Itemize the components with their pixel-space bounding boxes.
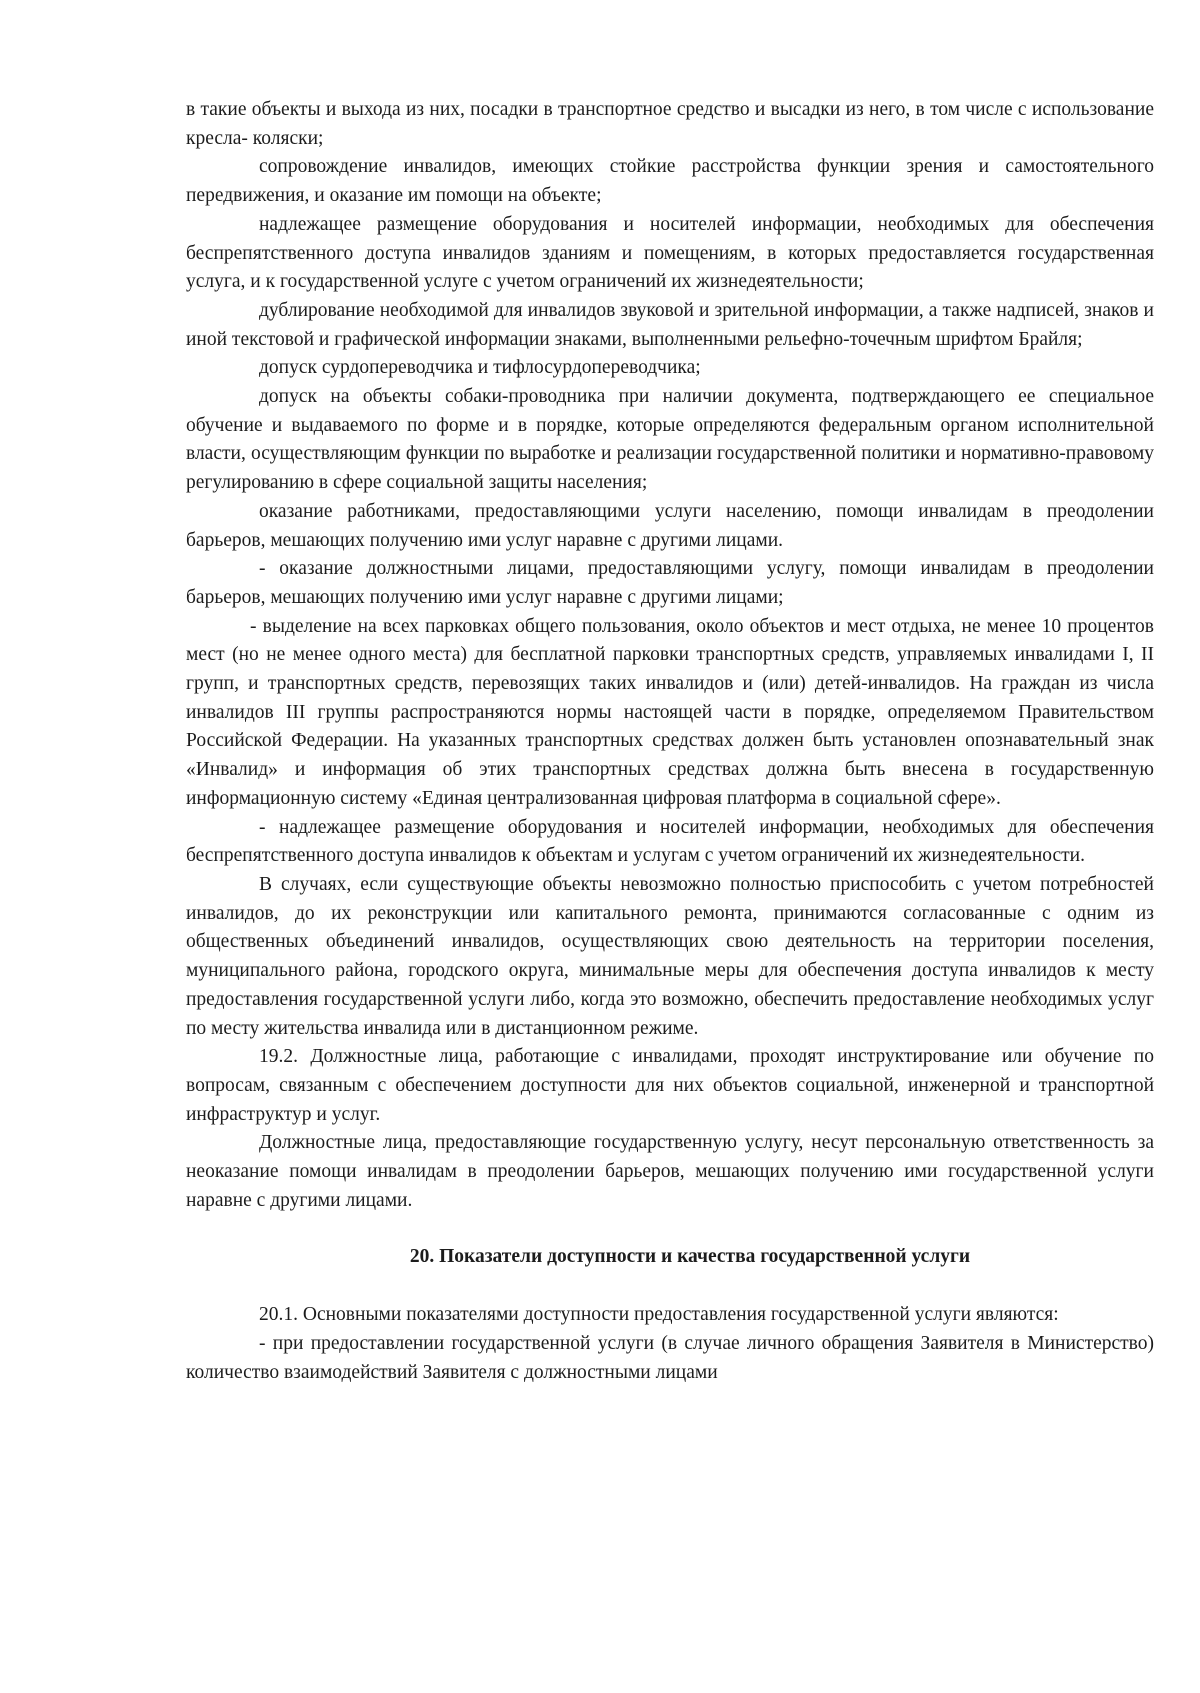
paragraph-equipment-access: - надлежащее размещение оборудования и носителей информации, необходимых для обеспечения беспрепятственного доступа инвалидов к объектам и услугам с учетом ограничений их жизнедеятельности. xyxy=(186,816,1154,867)
paragraph-escort: сопровождение инвалидов, имеющих стойкие расстройства функции зрения и самостоятельного передвижения, и оказание им помощи на объекте; xyxy=(186,156,1154,207)
paragraph-parking: - выделение на всех парковках общего пользования, около объектов и мест отдыха, не менее 10 процентов мест (но не менее одного места) для бесплатной парковки транспортных средств, управляемых инвалидами I, II групп, и транспортных средств, перевозящих таких инвалидов и (или) детей-инвалидов. На граждан из числа инвалидов III группы распространяются нормы настоящей части в порядке, определяемом Правительством Российской Федерации. На указанных транспортных средствах должен быть установлен опознавательный знак «Инвалид» и информация об этих транспортных средствах должна быть внесена в государственную информационную систему «Единая централизованная цифровая платформа в социальной сфере». xyxy=(186,615,1154,809)
paragraph-braille: дублирование необходимой для инвалидов звуковой и зрительной информации, а также надписей, знаков и иной текстовой и графической информации знаками, выполненными рельефно-точечным шрифтом Брайля; xyxy=(186,299,1154,350)
paragraph-20-1: 20.1. Основными показателями доступности предоставления государственной услуги являются: xyxy=(259,1304,1059,1326)
paragraph-guide-dog: допуск на объекты собаки-проводника при наличии документа, подтверждающего ее специальное обучение и выдаваемого по форме и в порядке, которые определяются федеральным органом исполнительной власти, осуществляющим функции по выработке и реализации государственной политики и нормативно-правовому регулированию в сфере социальной защиты населения; xyxy=(186,386,1154,494)
paragraph-19-2: 19.2. Должностные лица, работающие с инвалидами, проходят инструктирование или обучение по вопросам, связанным с обеспечением доступности для них объектов социальной, инженерной и транспортной инфраструктур и услуг. xyxy=(186,1046,1154,1125)
document-body xyxy=(186,96,1154,1387)
paragraph-sign-interpreter: допуск сурдопереводчика и тифлосурдопереводчика; xyxy=(259,357,701,379)
paragraph-interactions: - при предоставлении государственной услуги (в случае личного обращения Заявителя в Министерство) количество взаимодействий Заявителя с должностными лицами xyxy=(186,1332,1154,1383)
paragraph-officials-assistance: - оказание должностными лицами, предоставляющими услугу, помощи инвалидам в преодолении барьеров, мешающих получению ими услуг наравне с другими лицами; xyxy=(186,558,1154,608)
paragraph-staff-assistance: оказание работниками, предоставляющими услуги населению, помощи инвалидам в преодолении барьеров, мешающих получению ими услуг наравне с другими лицами. xyxy=(186,500,1154,551)
paragraph-adaptation-measures: В случаях, если существующие объекты невозможно полностью приспособить с учетом потребностей инвалидов, до их реконструкции или капитального ремонта, принимаются согласованные с одним из общественных объединений инвалидов, осуществляющих свою деятельность на территории поселения, муниципального района, городского округа, минимальные меры для обеспечения доступа инвалидов к месту предоставления государственной услуги либо, когда это возможно, обеспечить предоставление необходимых услуг по месту жительства инвалида или в дистанционном режиме. xyxy=(186,873,1154,1039)
section-heading: 20. Показатели доступности и качества государственной услуги xyxy=(409,1246,971,1268)
paragraph-wheelchair: в такие объекты и выхода из них, посадки в транспортное средство и высадки из него, в том числе с использование кресла- коляски; xyxy=(186,99,1154,149)
paragraph-equipment-placement: надлежащее размещение оборудования и носителей информации, необходимых для обеспечения беспрепятственного доступа инвалидов зданиям и помещениям, в которых предоставляется государственная услуга, и к государственной услуге с учетом ограничений их жизнедеятельности; xyxy=(186,213,1154,293)
paragraph-responsibility: Должностные лица, предоставляющие государственную услугу, несут персональную ответственность за неоказание помощи инвалидам в преодолении барьеров, мешающих получению ими государственной услуги наравне с другими лицами. xyxy=(186,1132,1154,1211)
